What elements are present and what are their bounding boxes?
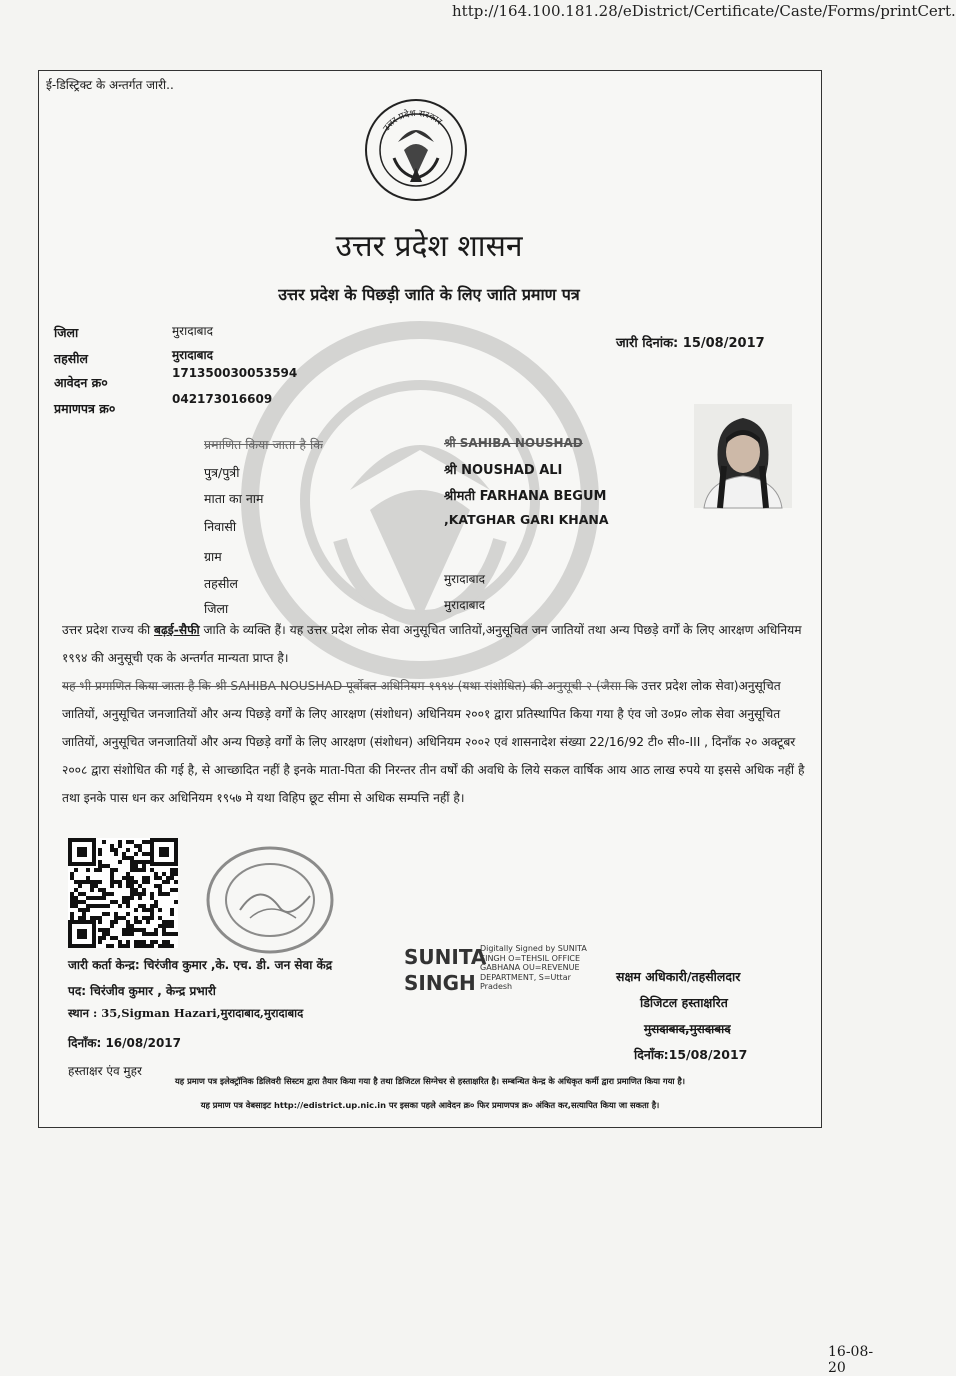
mother-label: माता का नाम xyxy=(204,491,264,506)
issue-date-label: जारी दिनांक: xyxy=(616,336,679,351)
authority-title: सक्षम अधिकारी/तहसीलदार xyxy=(616,969,741,984)
creamy-layer-text: उत्तर प्रदेश लोक सेवा)अनुसूचित जातियों, अनुसूचित जनजातियों और अन्य पिछड़े वर्गों के लिए आरक्षण (संशोधन) अधिनियम २००१ द्वारा प्रतिस्थापित किया गया है एंव जो उ०प्र० लोक सेवा अनुसूचित जातियों, अनुसूचित जनजातियों और अन्य पिछड़े वर्गों के लिए आरक्षण (संशोधन) अधिनियम २००२ एवं शासनादेश संख्या 22/16/92 टी० सी०-III , दिनाँक २० अक्टूबर २००८ द्वारा संशोधित की गई है, से आच्छादित नहीं है इनके माता-पिता की निरन्तर तीन वर्षों की अवधि के लिये सकल वार्षिक आय आठ लाख रुपये या इससे अधिक नहीं है तथा इनके पास धन कर अधिनियम १९५७ मे यथा विहिप छूट सीमा से अधिक सम्पत्ति नहीं है। xyxy=(62,679,805,805)
certificate-number-label: प्रमाणपत्र क्र० xyxy=(54,401,116,416)
caste-statement xyxy=(62,616,810,672)
detail-district-label: जिला xyxy=(204,601,229,616)
application-label: आवेदन क्र० xyxy=(54,375,108,390)
emblem-text: उत्तर प्रदेश सरकार xyxy=(381,108,444,134)
application-value: 171350030053594 xyxy=(172,366,298,380)
caste-name: बढ़ई-सैफी xyxy=(153,623,200,637)
detail-tehsil-label: तहसील xyxy=(204,576,238,591)
qr-code xyxy=(68,838,178,948)
issuer-date: दिनाँक: 16/08/2017 xyxy=(68,1036,182,1050)
issuer-place: स्थान : 35,Sigman Hazari,मुरादाबाद,मुरादाबाद xyxy=(68,1006,304,1020)
print-date: 16-08-20 xyxy=(828,1344,874,1376)
issued-under-note: ई-डिस्ट्रिक्ट के अन्तर्गत जारी.. xyxy=(46,78,174,92)
state-emblem-icon xyxy=(364,98,468,202)
authority-date: दिनाँक:15/08/2017 xyxy=(634,1047,748,1062)
disclaimer-verification: यह प्रमाण पत्र वेबसाइट http://edistrict.up.nic.in पर इसका पहले आवेदन क्र० फिर प्रमाणपत्र क्र० अंकित कर,सत्यापित किया जा सकता है। xyxy=(200,1100,660,1110)
certificate-number-value: 042173016609 xyxy=(172,392,273,406)
government-title: उत्तर प्रदेश शासन xyxy=(335,229,523,264)
certified-label: प्रमाणित किया जाता है कि xyxy=(204,437,323,452)
tehsil-value: मुरादाबाद xyxy=(172,348,214,362)
caste-statement-post: जाति के व्यक्ति हैं। यह उत्तर प्रदेश लोक सेवा अनुसूचित जातियों,अनुसूचित जन जातियों तथा अन्य पिछड़े वर्गों के लिए आरक्षण अधिनियम १९९४ की अनुसूची एक के अन्तर्गत मान्यता प्राप्त है। xyxy=(62,623,802,665)
issuing-center: जारी कर्ता केन्द्र: चिरंजीव कुमार ,के. एच. डी. जन सेवा केंद्र xyxy=(68,958,333,972)
sign-seal-label: हस्ताक्षर एंव मुहर xyxy=(68,1064,142,1078)
tehsil-label: तहसील xyxy=(54,351,88,366)
caste-statement-pre: उत्तर प्रदेश राज्य की xyxy=(62,623,154,637)
struck-line: यह भी प्रमाणित किया जाता है कि श्री SAHIBA NOUSHAD पूर्वोक्त अधिनियम १९९४ (यथा संशोधित) की अनुसूची २ (जैसा कि xyxy=(62,679,638,693)
authority-place: मुरादाबाद,मुरादाबाद xyxy=(644,1022,731,1036)
print-url: http://164.100.181.28/eDistrict/Certificate/Caste/Forms/printCert. xyxy=(452,2,956,20)
issue-date xyxy=(616,333,765,351)
authority-digitally-signed: डिजिटल हस्ताक्षरित xyxy=(640,995,728,1010)
creamy-layer-statement xyxy=(62,672,810,812)
issue-date-value: 15/08/2017 xyxy=(682,336,765,351)
resident-value: ,KATGHAR GARI KHANA xyxy=(444,512,609,527)
issuer-post: पद: चिरंजीव कुमार , केन्द्र प्रभारी xyxy=(68,984,216,998)
certified-value: श्री SAHIBA NOUSHAD xyxy=(444,436,583,450)
child-of-label: पुत्र/पुत्री xyxy=(204,465,240,480)
district-label: जिला xyxy=(54,325,79,340)
detail-district-value: मुरादाबाद xyxy=(444,598,486,612)
detail-tehsil-value: मुरादाबाद xyxy=(444,572,486,586)
child-of-value: श्री NOUSHAD ALI xyxy=(444,463,563,478)
svg-text:उत्तर प्रदेश सरकार xyxy=(382,108,444,134)
district-value: मुरादाबाद xyxy=(172,324,214,338)
certificate-title: उत्तर प्रदेश के पिछड़ी जाति के लिए जाति प्रमाण पत्र xyxy=(278,285,580,304)
digital-signature-details: Digitally Signed by SUNITA SINGH O=TEHSIL OFFICE GABHANA OU=REVENUE DEPARTMENT, S=Uttar Pradesh xyxy=(480,944,587,991)
digital-signature-name: SUNITA SINGH xyxy=(404,945,487,995)
rubber-stamp-icon xyxy=(200,840,340,960)
applicant-photo xyxy=(694,404,792,508)
village-label: ग्राम xyxy=(204,549,222,564)
mother-value: श्रीमती FARHANA BEGUM xyxy=(444,489,607,504)
resident-label: निवासी xyxy=(204,519,237,534)
disclaimer-electronic: यह प्रमाण पत्र इलेक्ट्रॉनिक डिलिवरी सिस्टम द्वारा तैयार किया गया है तथा डिजिटल सिग्नेचर से हस्ताक्षरित है। सम्बन्धित केन्द्र के अधिकृत कर्मी द्वारा प्रमाणित किया गया है। xyxy=(174,1076,685,1086)
